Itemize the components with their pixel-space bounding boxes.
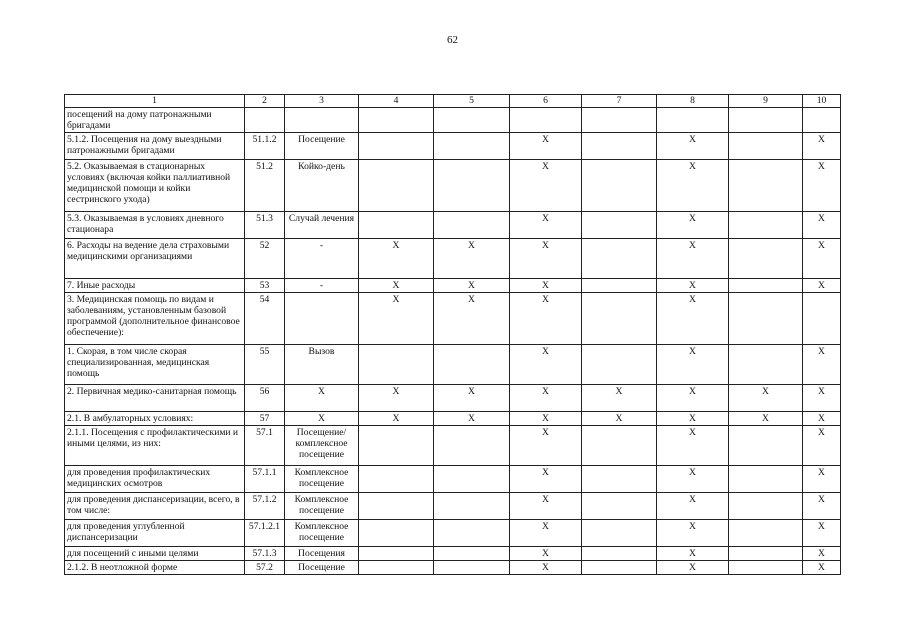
row-unit-cell: Посещение/ комплексное посещение	[285, 426, 359, 466]
table-row	[65, 133, 841, 160]
mark-cell: X	[803, 279, 841, 293]
mark-cell: X	[510, 412, 582, 426]
mark-cell	[729, 466, 803, 493]
mark-cell: X	[657, 547, 729, 561]
mark-cell: X	[803, 239, 841, 279]
row-name-cell: посещений на дому патронажными бригадами	[65, 108, 245, 133]
mark-cell: X	[510, 493, 582, 520]
mark-cell	[434, 345, 510, 385]
mark-cell: X	[582, 385, 657, 412]
mark-cell	[582, 426, 657, 466]
row-unit-cell: Койко-день	[285, 160, 359, 212]
row-code-cell: 57.1	[245, 426, 285, 466]
mark-cell: X	[729, 385, 803, 412]
mark-cell: X	[359, 412, 434, 426]
mark-cell	[434, 547, 510, 561]
table-row	[65, 426, 841, 466]
row-name-cell: 6. Расходы на ведение дела страховыми медицинскими организациями	[65, 239, 245, 279]
mark-cell: X	[510, 133, 582, 160]
table-row	[65, 293, 841, 345]
mark-cell: X	[510, 345, 582, 385]
mark-cell: X	[729, 412, 803, 426]
mark-cell: X	[803, 212, 841, 239]
mark-cell	[359, 160, 434, 212]
table-row	[65, 279, 841, 293]
row-name-cell: 2. Первичная медико-санитарная помощь	[65, 385, 245, 412]
column-header: 7	[582, 95, 657, 108]
mark-cell	[803, 293, 841, 345]
mark-cell: X	[510, 385, 582, 412]
mark-cell: X	[510, 160, 582, 212]
mark-cell	[359, 547, 434, 561]
row-name-cell: 1. Скорая, в том числе скорая специализированная, медицинская помощь	[65, 345, 245, 385]
row-code-cell: 51.3	[245, 212, 285, 239]
mark-cell: X	[510, 426, 582, 466]
mark-cell	[657, 108, 729, 133]
column-header: 10	[803, 95, 841, 108]
table-row	[65, 412, 841, 426]
row-name-cell: 2.1. В амбулаторных условиях:	[65, 412, 245, 426]
mark-cell: X	[510, 239, 582, 279]
row-name-cell: для проведения углубленной диспансеризации	[65, 520, 245, 547]
mark-cell: X	[510, 212, 582, 239]
row-unit-cell: -	[285, 239, 359, 279]
mark-cell	[359, 133, 434, 160]
column-header: 8	[657, 95, 729, 108]
mark-cell	[582, 547, 657, 561]
mark-cell: X	[657, 385, 729, 412]
row-code-cell: 51.1.2	[245, 133, 285, 160]
row-unit-cell: Посещения	[285, 547, 359, 561]
row-code-cell: 56	[245, 385, 285, 412]
mark-cell	[729, 345, 803, 385]
table-row	[65, 212, 841, 239]
mark-cell	[434, 520, 510, 547]
mark-cell	[582, 133, 657, 160]
column-header: 4	[359, 95, 434, 108]
mark-cell: X	[657, 493, 729, 520]
mark-cell	[434, 108, 510, 133]
mark-cell	[582, 108, 657, 133]
table-row	[65, 466, 841, 493]
column-header: 1	[65, 95, 245, 108]
mark-cell: X	[803, 412, 841, 426]
row-code-cell: 57	[245, 412, 285, 426]
mark-cell	[803, 108, 841, 133]
row-name-cell: 5.2. Оказываемая в стационарных условиях (включая койки паллиативной медицинской помощи и койки сестринского ухода)	[65, 160, 245, 212]
table-row	[65, 493, 841, 520]
row-unit-cell: Случай лечения	[285, 212, 359, 239]
mark-cell	[582, 212, 657, 239]
mark-cell: X	[359, 279, 434, 293]
mark-cell: X	[657, 426, 729, 466]
row-name-cell: 2.1.1. Посещения с профилактическими и иными целями, из них:	[65, 426, 245, 466]
mark-cell	[729, 426, 803, 466]
mark-cell: X	[657, 466, 729, 493]
row-code-cell: 52	[245, 239, 285, 279]
row-name-cell: для посещений с иными целями	[65, 547, 245, 561]
mark-cell: X	[510, 561, 582, 575]
mark-cell	[359, 108, 434, 133]
table-row	[65, 108, 841, 133]
row-name-cell: 5.1.2. Посещения на дому выездными патронажными бригадами	[65, 133, 245, 160]
row-unit-cell: Вызов	[285, 345, 359, 385]
mark-cell	[434, 133, 510, 160]
row-code-cell: 57.1.2	[245, 493, 285, 520]
mark-cell: X	[657, 133, 729, 160]
mark-cell: X	[434, 293, 510, 345]
row-name-cell: для проведения профилактических медицинских осмотров	[65, 466, 245, 493]
mark-cell	[434, 493, 510, 520]
mark-cell	[729, 212, 803, 239]
mark-cell	[729, 520, 803, 547]
mark-cell	[582, 160, 657, 212]
mark-cell	[359, 520, 434, 547]
mark-cell	[729, 133, 803, 160]
mark-cell: X	[803, 520, 841, 547]
mark-cell: X	[657, 160, 729, 212]
mark-cell: X	[510, 520, 582, 547]
table-row	[65, 345, 841, 385]
mark-cell	[729, 108, 803, 133]
mark-cell: X	[657, 279, 729, 293]
mark-cell: X	[657, 412, 729, 426]
mark-cell	[729, 279, 803, 293]
mark-cell	[729, 239, 803, 279]
mark-cell	[729, 547, 803, 561]
row-code-cell: 51.2	[245, 160, 285, 212]
mark-cell	[359, 212, 434, 239]
mark-cell: X	[510, 547, 582, 561]
mark-cell: X	[803, 133, 841, 160]
mark-cell: X	[803, 345, 841, 385]
mark-cell: X	[803, 466, 841, 493]
page-number: 62	[447, 34, 458, 46]
header-row	[65, 95, 841, 108]
table-row	[65, 520, 841, 547]
mark-cell: X	[657, 293, 729, 345]
table-row	[65, 385, 841, 412]
row-unit-cell	[285, 293, 359, 345]
mark-cell	[582, 279, 657, 293]
row-code-cell	[245, 108, 285, 133]
mark-cell: X	[510, 466, 582, 493]
column-header: 3	[285, 95, 359, 108]
row-code-cell: 54	[245, 293, 285, 345]
mark-cell	[434, 160, 510, 212]
row-unit-cell: Посещение	[285, 561, 359, 575]
mark-cell: X	[657, 239, 729, 279]
mark-cell: X	[803, 160, 841, 212]
mark-cell	[359, 493, 434, 520]
mark-cell: X	[657, 561, 729, 575]
mark-cell: X	[434, 385, 510, 412]
row-name-cell: для проведения диспансеризации, всего, в том числе:	[65, 493, 245, 520]
row-unit-cell: X	[285, 385, 359, 412]
mark-cell: X	[434, 412, 510, 426]
row-code-cell: 57.2	[245, 561, 285, 575]
row-unit-cell: Посещение	[285, 133, 359, 160]
mark-cell: X	[803, 547, 841, 561]
row-unit-cell: X	[285, 412, 359, 426]
row-code-cell: 57.1.1	[245, 466, 285, 493]
mark-cell	[582, 345, 657, 385]
mark-cell	[359, 345, 434, 385]
mark-cell: X	[510, 293, 582, 345]
table-row	[65, 239, 841, 279]
mark-cell: X	[582, 412, 657, 426]
table-row	[65, 547, 841, 561]
mark-cell: X	[657, 520, 729, 547]
column-header: 5	[434, 95, 510, 108]
mark-cell	[434, 212, 510, 239]
mark-cell	[359, 426, 434, 466]
mark-cell	[582, 561, 657, 575]
table-row	[65, 561, 841, 575]
mark-cell: X	[434, 239, 510, 279]
mark-cell	[729, 293, 803, 345]
mark-cell	[359, 561, 434, 575]
mark-cell	[434, 426, 510, 466]
mark-cell: X	[803, 561, 841, 575]
row-code-cell: 53	[245, 279, 285, 293]
row-name-cell: 5.3. Оказываемая в условиях дневного стационара	[65, 212, 245, 239]
mark-cell	[582, 520, 657, 547]
mark-cell: X	[434, 279, 510, 293]
row-unit-cell: Комплексное посещение	[285, 493, 359, 520]
mark-cell: X	[359, 239, 434, 279]
mark-cell	[434, 561, 510, 575]
row-name-cell: 2.1.2. В неотложной форме	[65, 561, 245, 575]
mark-cell	[729, 493, 803, 520]
row-unit-cell: -	[285, 279, 359, 293]
mark-cell	[434, 466, 510, 493]
row-name-cell: 3. Медицинская помощь по видам и заболеваниям, установленным базовой программой (дополнительное финансовое обеспечение):	[65, 293, 245, 345]
mark-cell	[582, 493, 657, 520]
row-name-cell: 7. Иные расходы	[65, 279, 245, 293]
column-header: 6	[510, 95, 582, 108]
row-code-cell: 57.1.2.1	[245, 520, 285, 547]
column-header: 9	[729, 95, 803, 108]
mark-cell: X	[803, 426, 841, 466]
mark-cell: X	[510, 279, 582, 293]
mark-cell	[582, 239, 657, 279]
column-header: 2	[245, 95, 285, 108]
mark-cell: X	[359, 293, 434, 345]
table-row	[65, 160, 841, 212]
mark-cell: X	[657, 345, 729, 385]
row-unit-cell: Комплексное посещение	[285, 520, 359, 547]
mark-cell	[729, 561, 803, 575]
row-code-cell: 55	[245, 345, 285, 385]
mark-cell	[729, 160, 803, 212]
mark-cell: X	[803, 493, 841, 520]
row-unit-cell	[285, 108, 359, 133]
mark-cell	[510, 108, 582, 133]
mark-cell	[582, 293, 657, 345]
row-unit-cell: Комплексное посещение	[285, 466, 359, 493]
mark-cell	[359, 466, 434, 493]
mark-cell: X	[359, 385, 434, 412]
data-table	[64, 94, 841, 575]
row-code-cell: 57.1.3	[245, 547, 285, 561]
mark-cell	[582, 466, 657, 493]
mark-cell: X	[657, 212, 729, 239]
mark-cell: X	[803, 385, 841, 412]
